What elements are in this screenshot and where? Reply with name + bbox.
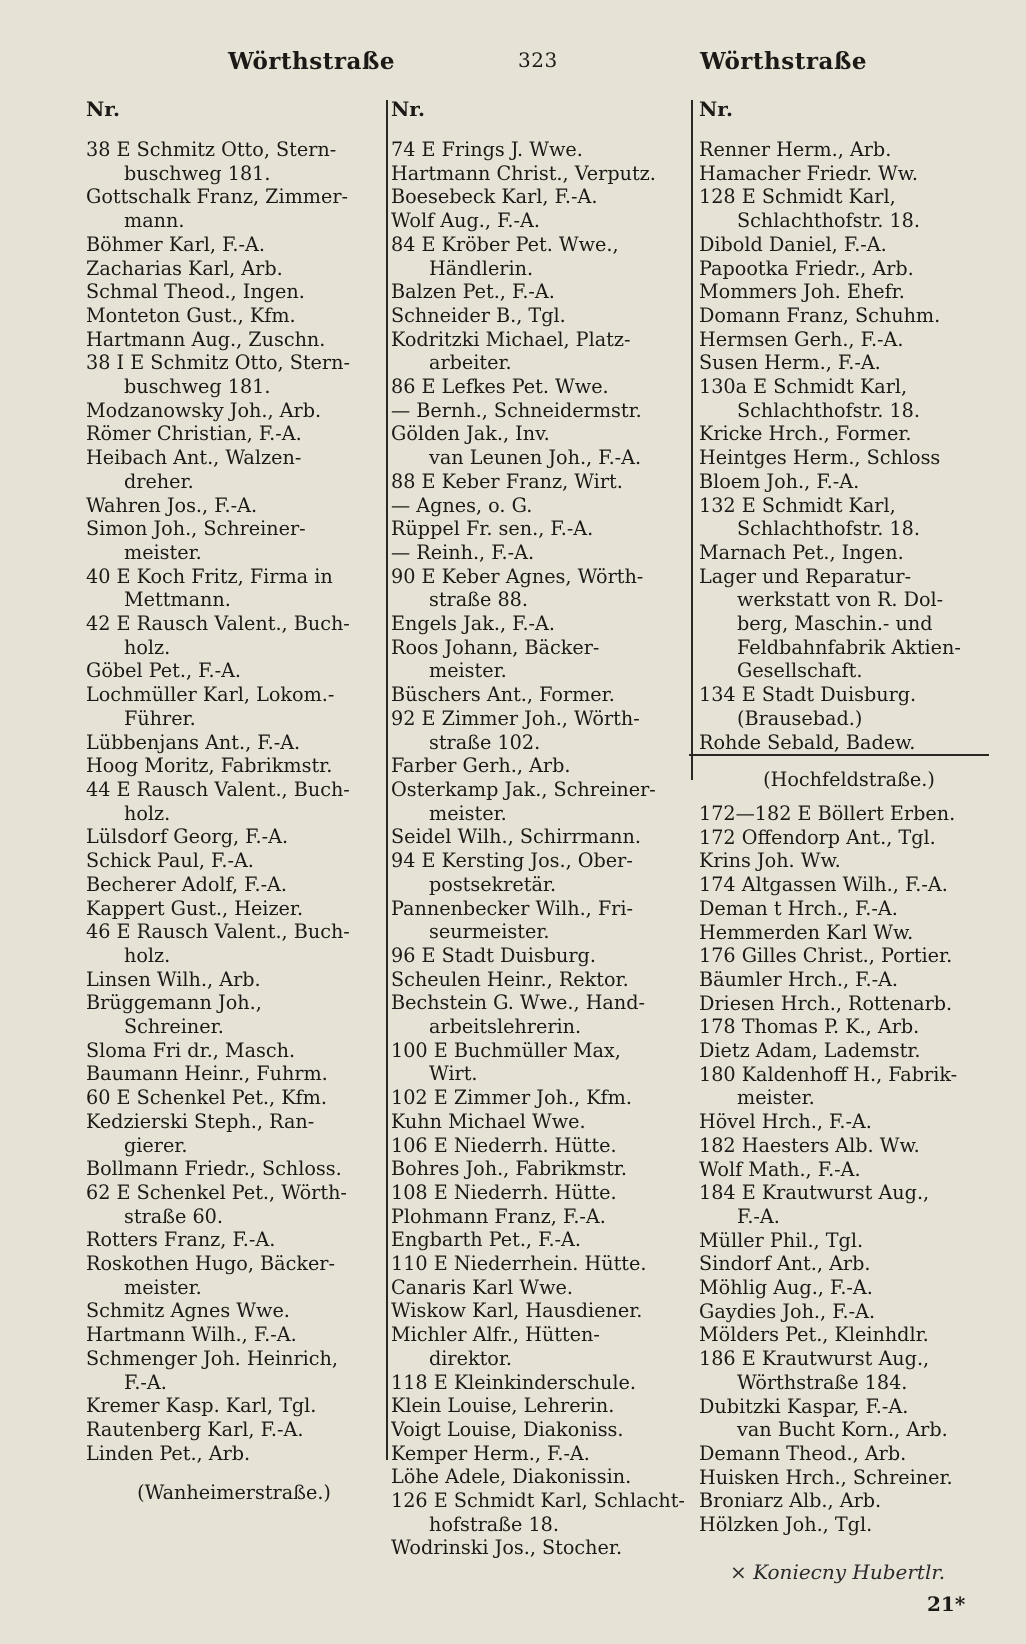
directory-entry-line: 118 E Kleinkinderschule. xyxy=(391,1370,636,1394)
directory-entry-line: Dubitzki Kaspar, F.-A. xyxy=(699,1394,909,1418)
directory-entry-line: Simon Joh., Schreiner- xyxy=(86,517,306,541)
directory-entry-line: Führer. xyxy=(124,706,196,730)
directory-entry-line: 126 E Schmidt Karl, Schlacht- xyxy=(391,1489,685,1513)
directory-entry-line: meister. xyxy=(124,1275,202,1299)
directory-entry-line: F.-A. xyxy=(124,1370,167,1394)
directory-entry-line: Hartmann Aug., Zuschn. xyxy=(86,327,326,351)
directory-entry-line: 44 E Rausch Valent., Buch- xyxy=(86,777,350,801)
running-head-right: Wörthstraße xyxy=(700,48,867,75)
directory-entry-line: Zacharias Karl, Arb. xyxy=(86,256,283,280)
directory-entry-line: straße 60. xyxy=(124,1204,223,1228)
directory-entry-line: Domann Franz, Schuhm. xyxy=(699,303,941,327)
handwritten-note: × Koniecny Hubertlr. xyxy=(730,1560,946,1584)
directory-entry-line: Göbel Pet., F.-A. xyxy=(86,659,242,683)
directory-entry-line: Heibach Ant., Walzen- xyxy=(86,446,302,470)
directory-entry-line: Schreiner. xyxy=(124,1015,224,1039)
directory-entry-line: straße 88. xyxy=(429,588,528,612)
directory-entry-line: (Brausebad.) xyxy=(737,706,863,730)
directory-entry-line: Farber Gerh., Arb. xyxy=(391,754,571,778)
directory-entry-line: 62 E Schenkel Pet., Wörth- xyxy=(86,1180,347,1204)
column-1 xyxy=(86,98,382,1515)
directory-entry-line: Schick Paul, F.-A. xyxy=(86,849,254,873)
directory-entry-line: Löhe Adele, Diakonissin. xyxy=(391,1465,632,1489)
directory-entry-line: Hartmann Wilh., F.-A. xyxy=(86,1323,297,1347)
directory-entry-line: Büschers Ant., Former. xyxy=(391,683,615,707)
directory-entry-line: meister. xyxy=(429,801,507,825)
directory-entry-line: Hartmann Christ., Verputz. xyxy=(391,161,656,185)
directory-entry-line: Roskothen Hugo, Bäcker- xyxy=(86,1252,335,1276)
directory-entry-line: Wodrinski Jos., Stocher. xyxy=(391,1536,623,1560)
column-3 xyxy=(699,98,999,1537)
directory-entry-line: Schlachthofstr. 18. xyxy=(737,398,920,422)
directory-entry-line: — Reinh., F.-A. xyxy=(391,540,535,564)
directory-entry-line: 92 E Zimmer Joh., Wörth- xyxy=(391,706,640,730)
running-head-left: Wörthstraße xyxy=(228,48,395,75)
directory-entry-line: postsekretär. xyxy=(429,872,557,896)
directory-entry-line: Canaris Karl Wwe. xyxy=(391,1275,573,1299)
directory-entry-line: Möhlig Aug., F.-A. xyxy=(699,1276,873,1300)
directory-entry-line: Müller Phil., Tgl. xyxy=(699,1228,864,1252)
directory-entry-line: Becherer Adolf, F.-A. xyxy=(86,872,288,896)
directory-entry-line: Scheulen Heinr., Rektor. xyxy=(391,967,629,991)
directory-entry-line: meister. xyxy=(124,540,202,564)
directory-entry-line: Sloma Fri dr., Masch. xyxy=(86,1038,296,1062)
directory-entry-line: Lochmüller Karl, Lokom.- xyxy=(86,683,335,707)
directory-entry-line: Baumann Heinr., Fuhrm. xyxy=(86,1062,328,1086)
directory-entry-line: Wolf Math., F.-A. xyxy=(699,1157,861,1181)
directory-entry-line: mann. xyxy=(124,209,185,233)
directory-entry-line: Papootka Friedr., Arb. xyxy=(699,256,914,280)
directory-entry-line: Sindorf Ant., Arb. xyxy=(699,1252,871,1276)
directory-entry-line: Balzen Pet., F.-A. xyxy=(391,280,555,304)
nr-label: Nr. xyxy=(699,97,733,121)
directory-entry-line: 130a E Schmidt Karl, xyxy=(699,375,908,399)
directory-entry-line: 134 E Stadt Duisburg. xyxy=(699,683,917,707)
directory-entry-line: arbeitslehrerin. xyxy=(429,1015,582,1039)
directory-entry-line: Deman t Hrch., F.-A. xyxy=(699,896,898,920)
directory-entry-line: Brüggemann Joh., xyxy=(86,991,262,1015)
directory-entry-line: Kappert Gust., Heizer. xyxy=(86,896,304,920)
directory-entry-line: Schmal Theod., Ingen. xyxy=(86,280,305,304)
directory-entry-line: Kricke Hrch., Former. xyxy=(699,422,912,446)
directory-entry-line: 90 E Keber Agnes, Wörth- xyxy=(391,564,644,588)
directory-entry-line: Michler Alfr., Hütten- xyxy=(391,1323,600,1347)
directory-entry-line: 178 Thomas P. K., Arb. xyxy=(699,1015,920,1039)
column-2 xyxy=(391,98,687,1560)
directory-entry-line: Schmenger Joh. Heinrich, xyxy=(86,1346,338,1370)
directory-entry-line: Modzanowsky Joh., Arb. xyxy=(86,398,322,422)
directory-entry-line: Engels Jak., F.-A. xyxy=(391,612,556,636)
directory-entry-line: Monteton Gust., Kfm. xyxy=(86,303,296,327)
directory-entry-line: Römer Christian, F.-A. xyxy=(86,422,302,446)
directory-entry-line: gierer. xyxy=(124,1133,188,1157)
directory-entry-line: 74 E Frings J. Wwe. xyxy=(391,138,583,161)
directory-entry-line: Hemmerden Karl Ww. xyxy=(699,920,914,944)
directory-entry-line: Bechstein G. Wwe., Hand- xyxy=(391,991,645,1015)
directory-entry-line: Boesebeck Karl, F.-A. xyxy=(391,185,598,209)
directory-entry-line: 180 Kaldenhoff H., Fabrik- xyxy=(699,1062,958,1086)
column-3-entries-b xyxy=(699,802,999,1537)
directory-entry-line: Hoog Moritz, Fabrikmstr. xyxy=(86,754,333,778)
column-3-entries-a xyxy=(699,138,999,754)
directory-entry-line: holz. xyxy=(124,943,171,967)
directory-entry-line: Bloem Joh., F.-A. xyxy=(699,469,860,493)
directory-entry-line: Lager und Reparatur- xyxy=(699,564,912,588)
directory-entry-line: Bohres Joh., Fabrikmstr. xyxy=(391,1157,627,1181)
directory-entry-line: Wirt. xyxy=(429,1062,478,1086)
directory-entry-line: Susen Herm., F.-A. xyxy=(699,351,881,375)
directory-entry-line: Schlachthofstr. 18. xyxy=(737,209,920,233)
directory-entry-line: Hermsen Gerh., F.-A. xyxy=(699,327,904,351)
directory-entry-line: Krins Joh. Ww. xyxy=(699,849,841,873)
directory-entry-line: Heintges Herm., Schloss xyxy=(699,446,941,470)
directory-entry-line: Hövel Hrch., F.-A. xyxy=(699,1110,872,1134)
directory-entry-line: arbeiter. xyxy=(429,351,512,375)
directory-entry-line: straße 102. xyxy=(429,730,541,754)
page-number: 323 xyxy=(518,48,558,72)
directory-entry-line: 110 E Niederrhein. Hütte. xyxy=(391,1252,647,1276)
directory-entry-line: Kedzierski Steph., Ran- xyxy=(86,1109,315,1133)
directory-entry-line: Mölders Pet., Kleinhdlr. xyxy=(699,1323,929,1347)
directory-entry-line: Klein Louise, Lehrerin. xyxy=(391,1394,615,1418)
directory-entry-line: Plohmann Franz, F.-A. xyxy=(391,1204,606,1228)
directory-entry-line: seurmeister. xyxy=(429,920,550,944)
directory-entry-line: hofstraße 18. xyxy=(429,1512,559,1536)
directory-entry-line: Wiskow Karl, Hausdiener. xyxy=(391,1299,643,1323)
directory-entry-line: Feldbahnfabrik Aktien- xyxy=(737,635,961,659)
directory-entry-line: 186 E Krautwurst Aug., xyxy=(699,1347,930,1371)
directory-entry-line: Händlerin. xyxy=(429,256,534,280)
directory-entry-line: Linden Pet., Arb. xyxy=(86,1441,251,1465)
directory-entry-line: Mettmann. xyxy=(124,588,231,612)
directory-entry-line: berg, Maschin.- und xyxy=(737,612,933,636)
directory-entry-line: Dietz Adam, Lademstr. xyxy=(699,1039,921,1063)
column-rule-2 xyxy=(691,100,693,780)
directory-entry-line: 172 Offendorp Ant., Tgl. xyxy=(699,825,936,849)
directory-entry-line: 38 I E Schmitz Otto, Stern- xyxy=(86,351,350,375)
directory-entry-line: direktor. xyxy=(429,1346,512,1370)
directory-entry-line: 108 E Niederrh. Hütte. xyxy=(391,1180,617,1204)
directory-entry-line: holz. xyxy=(124,635,171,659)
directory-entry-line: Hölzken Joh., Tgl. xyxy=(699,1513,873,1537)
directory-entry-line: Wahren Jos., F.-A. xyxy=(86,493,258,517)
directory-entry-line: Gölden Jak., Inv. xyxy=(391,422,550,446)
directory-entry-line: Voigt Louise, Diakoniss. xyxy=(391,1417,624,1441)
directory-entry-line: Rohde Sebald, Badew. xyxy=(699,730,916,754)
section-divider xyxy=(689,754,989,756)
directory-entry-line: Pannenbecker Wilh., Fri- xyxy=(391,896,633,920)
column-1-entries xyxy=(86,138,382,1465)
directory-entry-line: 86 E Lefkes Pet. Wwe. xyxy=(391,375,609,399)
directory-entry-line: Bollmann Friedr., Schloss. xyxy=(86,1157,342,1181)
directory-entry-line: 172—182 E Böllert Erben. xyxy=(699,801,956,825)
directory-entry-line: buschweg 181. xyxy=(124,375,271,399)
directory-entry-line: van Leunen Joh., F.-A. xyxy=(429,446,642,470)
directory-entry-line: Kuhn Michael Wwe. xyxy=(391,1109,586,1133)
directory-entry-line: buschweg 181. xyxy=(124,161,271,185)
directory-entry-line: Gaydies Joh., F.-A. xyxy=(699,1299,876,1323)
directory-entry-line: Dibold Daniel, F.-A. xyxy=(699,232,887,256)
directory-entry-line: 60 E Schenkel Pet., Kfm. xyxy=(86,1086,327,1110)
directory-entry-line: Rüppel Fr. sen., F.-A. xyxy=(391,517,594,541)
directory-entry-line: Roos Johann, Bäcker- xyxy=(391,635,600,659)
directory-entry-line: Wörthstraße 184. xyxy=(737,1370,908,1394)
directory-entry-line: 42 E Rausch Valent., Buch- xyxy=(86,612,350,636)
directory-entry-line: Schneider B., Tgl. xyxy=(391,303,566,327)
directory-entry-line: Broniarz Alb., Arb. xyxy=(699,1489,882,1513)
column-rule-1 xyxy=(386,100,388,1460)
directory-entry-line: 84 E Kröber Pet. Wwe., xyxy=(391,232,619,256)
directory-entry-line: 176 Gilles Christ., Portier. xyxy=(699,944,953,968)
directory-entry-line: Gesellschaft. xyxy=(737,659,863,683)
cross-street-header: (Hochfeldstraße.) xyxy=(763,768,935,792)
column-2-entries xyxy=(391,138,687,1560)
nr-label: Nr. xyxy=(86,97,120,121)
directory-entry-line: Linsen Wilh., Arb. xyxy=(86,967,261,991)
directory-entry-line: dreher. xyxy=(124,469,194,493)
directory-entry-line: Rotters Franz, F.-A. xyxy=(86,1228,276,1252)
directory-entry-line: Böhmer Karl, F.-A. xyxy=(86,232,265,256)
directory-entry-line: Lübbenjans Ant., F.-A. xyxy=(86,730,301,754)
directory-entry-line: 184 E Krautwurst Aug., xyxy=(699,1181,930,1205)
directory-entry-line: 106 E Niederrh. Hütte. xyxy=(391,1133,617,1157)
directory-entry-line: Schlachthofstr. 18. xyxy=(737,517,920,541)
directory-entry-line: Hamacher Friedr. Ww. xyxy=(699,161,919,185)
directory-entry-line: meister. xyxy=(429,659,507,683)
directory-entry-line: 88 E Keber Franz, Wirt. xyxy=(391,469,623,493)
directory-entry-line: Osterkamp Jak., Schreiner- xyxy=(391,777,656,801)
directory-entry-line: 132 E Schmidt Karl, xyxy=(699,493,896,517)
directory-entry-line: Seidel Wilh., Schirrmann. xyxy=(391,825,641,849)
directory-entry-line: 182 Haesters Alb. Ww. xyxy=(699,1133,920,1157)
directory-entry-line: Lülsdorf Georg, F.-A. xyxy=(86,825,289,849)
directory-entry-line: van Bucht Korn., Arb. xyxy=(737,1418,948,1442)
directory-entry-line: Schmitz Agnes Wwe. xyxy=(86,1299,290,1323)
directory-entry-line: Rautenberg Karl, F.-A. xyxy=(86,1417,304,1441)
directory-entry-line: 94 E Kersting Jos., Ober- xyxy=(391,849,633,873)
directory-entry-line: Demann Theod., Arb. xyxy=(699,1441,907,1465)
nr-label: Nr. xyxy=(391,97,425,121)
street-closing-label: (Wanheimerstraße.) xyxy=(137,1481,331,1505)
directory-entry-line: F.-A. xyxy=(737,1204,780,1228)
directory-entry-line: Gottschalk Franz, Zimmer- xyxy=(86,185,349,209)
directory-entry-line: Kremer Kasp. Karl, Tgl. xyxy=(86,1394,317,1418)
directory-entry-line: holz. xyxy=(124,801,171,825)
directory-entry-line: — Agnes, o. G. xyxy=(391,493,533,517)
directory-entry-line: Huisken Hrch., Schreiner. xyxy=(699,1465,953,1489)
directory-entry-line: 38 E Schmitz Otto, Stern- xyxy=(86,138,337,161)
directory-entry-line: Kodritzki Michael, Platz- xyxy=(391,327,631,351)
directory-entry-line: — Bernh., Schneidermstr. xyxy=(391,398,642,422)
directory-entry-line: 128 E Schmidt Karl, xyxy=(699,185,896,209)
directory-entry-line: Engbarth Pet., F.-A. xyxy=(391,1228,581,1252)
directory-entry-line: Wolf Aug., F.-A. xyxy=(391,209,540,233)
directory-entry-line: Kemper Herm., F.-A. xyxy=(391,1441,590,1465)
directory-entry-line: 102 E Zimmer Joh., Kfm. xyxy=(391,1086,632,1110)
directory-entry-line: Driesen Hrch., Rottenarb. xyxy=(699,991,953,1015)
directory-entry-line: Bäumler Hrch., F.-A. xyxy=(699,967,899,991)
directory-entry-line: werkstatt von R. Dol- xyxy=(737,588,944,612)
directory-entry-line: 174 Altgassen Wilh., F.-A. xyxy=(699,873,948,897)
directory-entry-line: meister. xyxy=(737,1086,815,1110)
directory-entry-line: Marnach Pet., Ingen. xyxy=(699,540,904,564)
directory-entry-line: 100 E Buchmüller Max, xyxy=(391,1038,621,1062)
directory-entry-line: Renner Herm., Arb. xyxy=(699,138,892,161)
directory-entry-line: 46 E Rausch Valent., Buch- xyxy=(86,920,350,944)
directory-entry-line: Mommers Joh. Ehefr. xyxy=(699,280,905,304)
sheet-signature: 21* xyxy=(927,1592,966,1616)
directory-entry-line: 40 E Koch Fritz, Firma in xyxy=(86,564,333,588)
directory-entry-line: 96 E Stadt Duisburg. xyxy=(391,943,596,967)
